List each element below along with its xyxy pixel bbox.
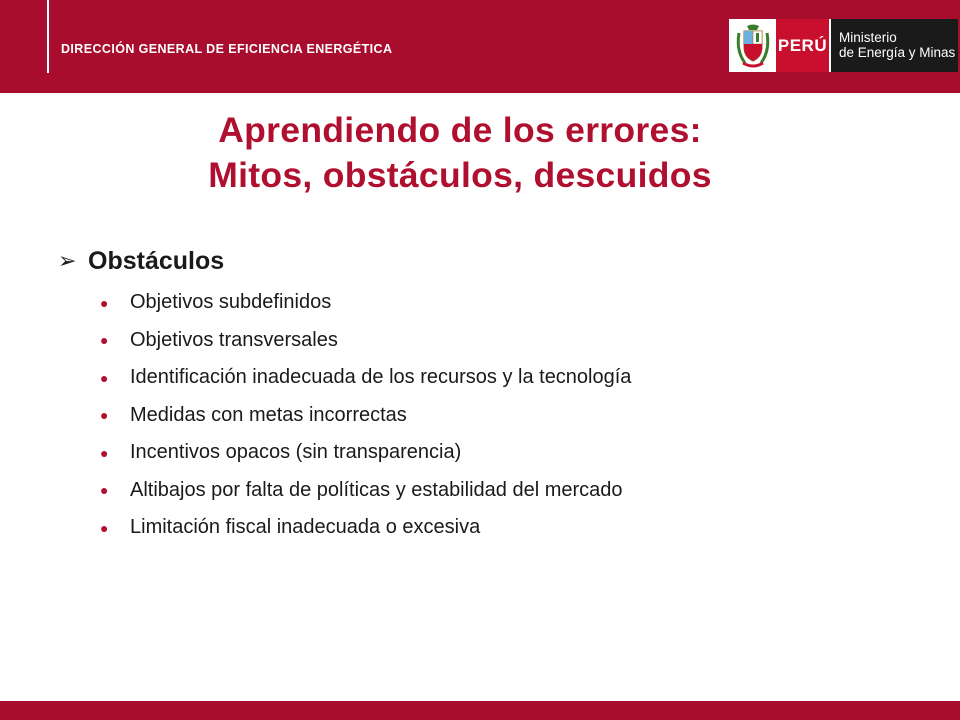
- list-item-text: Medidas con metas incorrectas: [130, 403, 407, 426]
- section-heading: [58, 243, 224, 279]
- list-item-text: Limitación fiscal inadecuada o excesiva: [130, 516, 481, 539]
- list-item: [100, 322, 940, 360]
- bullet-icon: ●: [100, 407, 109, 424]
- bullet-icon: ●: [100, 444, 109, 461]
- list-item: [100, 472, 940, 510]
- list-item: [100, 359, 940, 397]
- peru-coat-of-arms-icon: [729, 19, 776, 72]
- ministry-line-1: Ministerio: [839, 30, 897, 45]
- ministry-logo: [729, 19, 958, 72]
- bullet-icon: ●: [100, 294, 109, 311]
- bullet-icon: ●: [100, 369, 109, 386]
- slide-title-line-1: Aprendiendo de los errores:: [218, 110, 702, 150]
- bullet-icon: ●: [100, 482, 109, 499]
- list-item-text: Altibajos por falta de políticas y estabilidad del mercado: [130, 478, 623, 501]
- slide-title: [0, 108, 920, 198]
- list-item: [100, 509, 940, 547]
- header-bar: [0, 0, 960, 93]
- list-item: [100, 397, 940, 435]
- org-title: DIRECCIÓN GENERAL DE EFICIENCIA ENERGÉTICA: [61, 42, 393, 56]
- list-item-text: Objetivos subdefinidos: [130, 291, 332, 314]
- header-divider: [47, 0, 49, 73]
- bullet-icon: ●: [100, 519, 109, 536]
- logo-ministry-name: [831, 19, 958, 72]
- list-item: [100, 434, 940, 472]
- slide-title-line-2: Mitos, obstáculos, descuidos: [208, 155, 712, 195]
- list-item-text: Objetivos transversales: [130, 328, 338, 351]
- obstacles-list: [100, 284, 940, 547]
- list-item: [100, 284, 940, 322]
- bullet-icon: ●: [100, 332, 109, 349]
- section-label: Obstáculos: [88, 246, 225, 275]
- ministry-line-2: de Energía y Minas: [839, 45, 956, 60]
- logo-country-label: PERÚ: [776, 19, 829, 72]
- list-item-text: Incentivos opacos (sin transparencia): [130, 441, 462, 464]
- footer-bar: [0, 701, 960, 720]
- list-item-text: Identificación inadecuada de los recursos y la tecnología: [130, 366, 632, 389]
- arrow-bullet-icon: ➢: [58, 248, 77, 273]
